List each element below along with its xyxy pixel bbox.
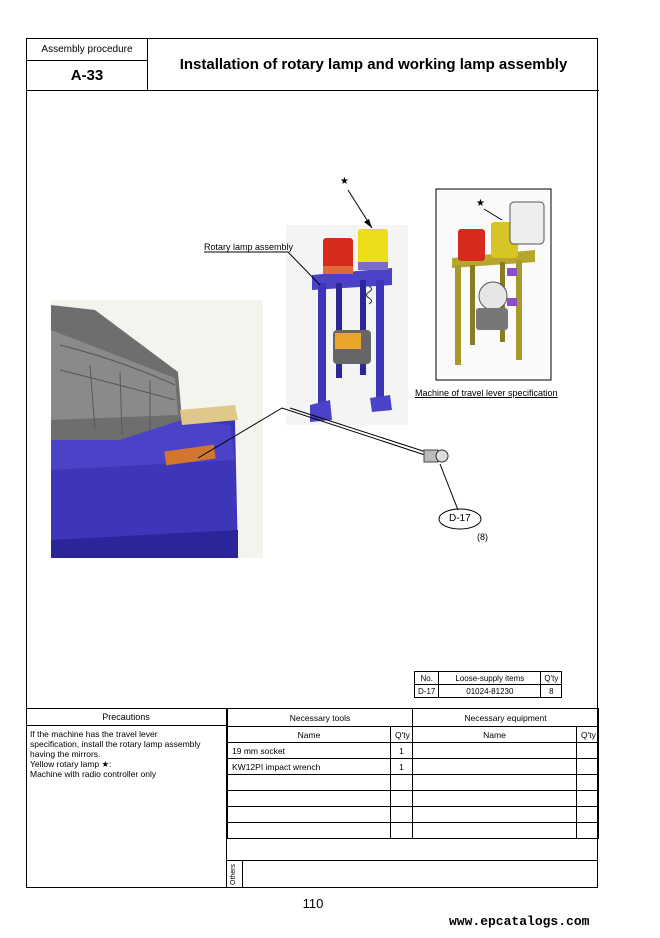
precaution-line: specification, install the rotary lamp assembly bbox=[30, 739, 201, 749]
tool-name: 19 mm socket bbox=[228, 743, 391, 759]
procedure-label: Assembly procedure bbox=[27, 39, 148, 61]
cell-no: D-17 bbox=[415, 685, 439, 698]
loose-supply-table bbox=[414, 671, 562, 698]
precaution-line: having the mirrors. bbox=[30, 749, 101, 759]
tool-qty: 1 bbox=[391, 759, 413, 775]
bolt-image bbox=[424, 450, 448, 462]
table-row bbox=[228, 807, 599, 823]
equipment-qty bbox=[577, 743, 599, 759]
travel-lever-inset-image bbox=[436, 189, 551, 380]
rotary-lamp-assembly-image bbox=[286, 225, 408, 425]
rotary-lamp-label: Rotary lamp assembly bbox=[204, 242, 294, 252]
precautions-heading: Precautions bbox=[26, 708, 226, 726]
precaution-line: If the machine has the travel lever bbox=[30, 729, 158, 739]
equipment-qty bbox=[577, 759, 599, 775]
others-label: Others bbox=[230, 863, 237, 885]
table-row bbox=[415, 685, 562, 698]
col-item: Loose-supply items bbox=[439, 672, 541, 685]
cell-qty: 8 bbox=[541, 685, 562, 698]
equipment-heading: Necessary equipment bbox=[413, 709, 599, 727]
cell-item: 01024-81230 bbox=[439, 685, 541, 698]
page-title: Installation of rotary lamp and working lamp assembly bbox=[148, 39, 599, 91]
col-no: No. bbox=[415, 672, 439, 685]
equipment-name bbox=[413, 759, 577, 775]
precaution-line: Machine with radio controller only bbox=[30, 769, 157, 779]
table-row bbox=[228, 823, 599, 839]
watermark-text: www.epcatalogs.com bbox=[449, 914, 590, 929]
loose-supply-header-row bbox=[415, 672, 562, 685]
equipment-name bbox=[413, 743, 577, 759]
tools-name-header: Name bbox=[228, 727, 391, 743]
part-qty-label: (8) bbox=[477, 532, 488, 542]
tools-qty-header: Q'ty bbox=[391, 727, 413, 743]
star-mark: ★ bbox=[340, 176, 349, 187]
star-mark-inset: ★ bbox=[476, 198, 485, 209]
tool-name: KW12PI impact wrench bbox=[228, 759, 391, 775]
tool-qty: 1 bbox=[391, 743, 413, 759]
table-row bbox=[228, 775, 599, 791]
precautions-text bbox=[26, 726, 226, 782]
part-ref-label: D-17 bbox=[449, 513, 471, 524]
precautions-panel bbox=[26, 708, 227, 888]
precaution-line: Yellow rotary lamp ★: bbox=[30, 759, 112, 769]
part-leader-line bbox=[440, 464, 458, 510]
others-label-cell bbox=[227, 861, 243, 888]
table-row bbox=[228, 743, 599, 759]
equipment-name-header: Name bbox=[413, 727, 577, 743]
page-number: 110 bbox=[302, 896, 324, 911]
tools-heading: Necessary tools bbox=[228, 709, 413, 727]
travel-lever-label: Machine of travel lever specification bbox=[415, 388, 558, 398]
requirements-section bbox=[26, 708, 598, 888]
table-row bbox=[228, 791, 599, 807]
col-qty: Q'ty bbox=[541, 672, 562, 685]
equipment-qty-header: Q'ty bbox=[577, 727, 599, 743]
table-row bbox=[228, 759, 599, 775]
others-row bbox=[227, 860, 598, 888]
machine-body-image bbox=[51, 300, 263, 558]
procedure-code: A-33 bbox=[27, 61, 148, 91]
tools-equipment-table bbox=[227, 708, 599, 839]
